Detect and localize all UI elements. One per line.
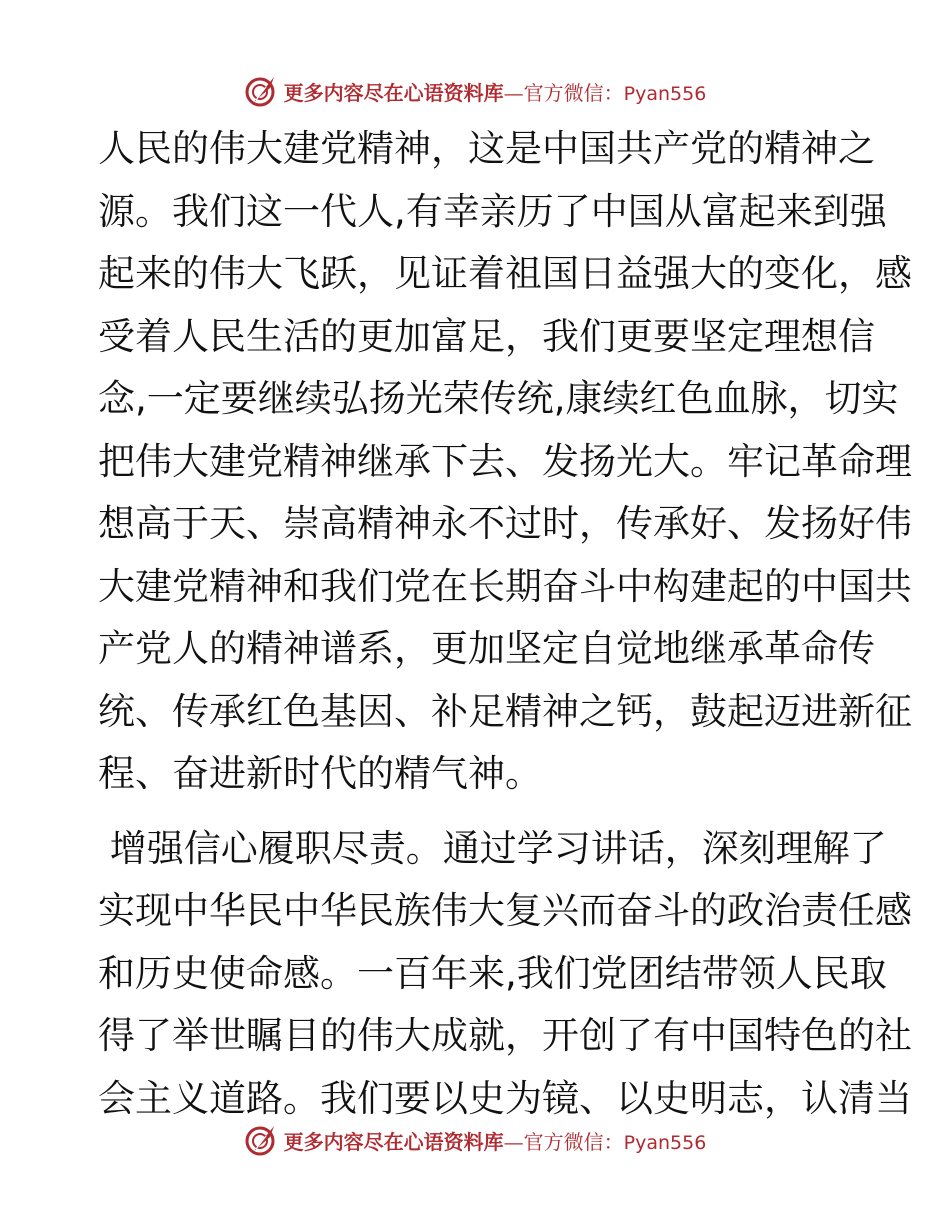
text-line: 念,一定要继续弘扬光荣传统,康续红色血脉，切实 [98,377,899,420]
text-line: 程、奋进新时代的精气神。 [98,752,542,795]
paragraph-2 [98,818,912,1131]
text-line: 和历史使命感。一百年来,我们党团结带领人民取 [98,951,887,995]
watermark-main: 更多内容尽在心语资料库 [283,1129,504,1154]
text-line: 受着人民生活的更加富足，我们更要坚定理想信 [98,314,875,358]
watermark-text [284,77,707,106]
text-line: 把伟大建党精神继承下去、发扬光大。牢记革命理 [98,439,912,483]
watermark-header [0,71,950,111]
watermark-id: Pyan556 [623,1131,707,1154]
quill-logo-icon [244,74,278,108]
text-line: 起来的伟大飞跃，见证着祖国日益强大的变化，感 [98,252,912,295]
watermark-main: 更多内容尽在心语资料库 [283,80,504,105]
watermark-footer [0,1120,950,1160]
text-line: 会主义道路。我们要以史为镜、以史明志，认清当 [98,1076,912,1120]
text-line: 大建党精神和我们党在长期奋斗中构建起的中国共 [98,564,912,608]
document-body [98,118,912,1130]
text-line: 统、传承红色基因、补足精神之钙，鼓起迈进新征 [98,689,912,733]
text-line: 产党人的精神谱系，更加坚定自觉地继承革命传 [98,627,875,670]
quill-logo-icon [244,1123,278,1157]
watermark-id: Pyan556 [623,82,707,105]
text-line: 人民的伟大建党精神，这是中国共产党的精神之 [98,127,875,170]
text-line: 源。我们这一代人,有幸亲历了中国从富起来到强 [98,189,887,233]
watermark-text [284,1126,707,1155]
paragraph-1 [98,118,912,806]
text-line: 实现中华民中华民族伟大复兴而奋斗的政治责任感 [98,889,912,932]
watermark-separator: —官方微信： [503,1129,624,1154]
watermark-separator: —官方微信： [503,80,624,105]
text-line: 想高于天、崇高精神永不过时，传承好、发扬好伟 [98,502,912,545]
text-line: 增强信心履职尽责。通过学习讲话，深刻理解了 [98,826,887,870]
text-line: 得了举世瞩目的伟大成就，开创了有中国特色的社 [98,1014,912,1057]
